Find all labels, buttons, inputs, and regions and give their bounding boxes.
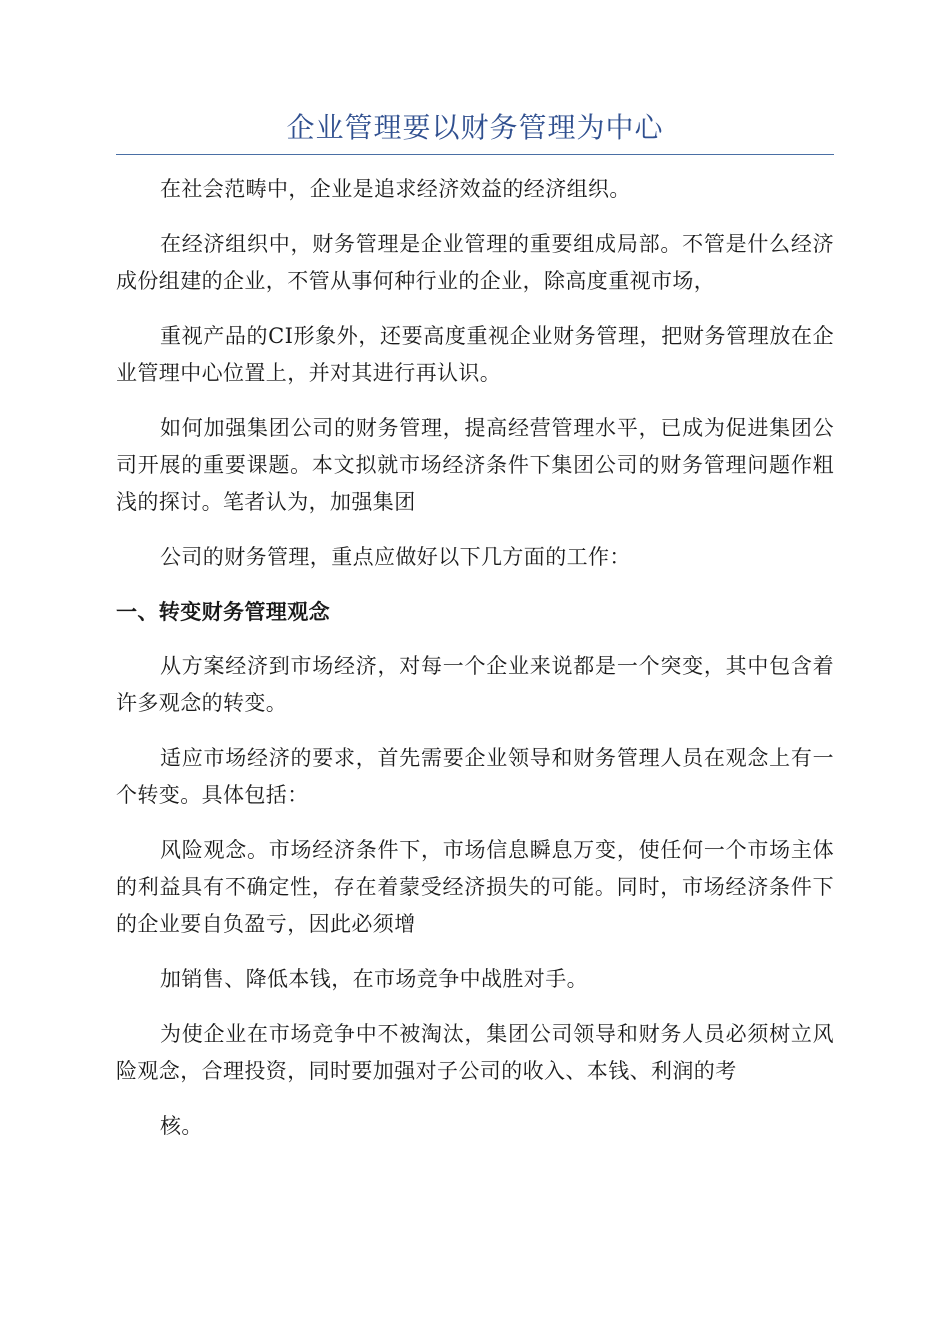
paragraph-4: 如何加强集团公司的财务管理，提高经营管理水平，已成为促进集团公司开展的重要课题。本文拟就市场经济条件下集团公司的财务管理问题作粗浅的探讨。笔者认为，加强集团 xyxy=(116,416,834,514)
document-page xyxy=(116,108,834,1163)
paragraph-5: 公司的财务管理，重点应做好以下几方面的工作： xyxy=(160,545,631,569)
section-heading: 一、转变财务管理观念 xyxy=(116,600,330,624)
section-paragraph-4: 加销售、降低本钱，在市场竞争中战胜对手。 xyxy=(160,967,588,991)
page-title: 企业管理要以财务管理为中心 xyxy=(286,111,664,144)
section-paragraph-5: 为使企业在市场竞争中不被淘汰，集团公司领导和财务人员必须树立风险观念，合理投资，同时要加强对子公司的收入、本钱、利润的考 xyxy=(116,1022,834,1083)
section-paragraph-2: 适应市场经济的要求，首先需要企业领导和财务管理人员在观念上有一个转变。具体包括： xyxy=(116,746,834,807)
section-paragraph-1: 从方案经济到市场经济，对每一个企业来说都是一个突变，其中包含着许多观念的转变。 xyxy=(116,654,834,715)
paragraph-1: 在社会范畴中，企业是追求经济效益的经济组织。 xyxy=(160,177,631,201)
paragraph-2: 在经济组织中，财务管理是企业管理的重要组成局部。不管是什么经济成份组建的企业，不管从事何种行业的企业，除高度重视市场， xyxy=(116,232,834,293)
title-underline xyxy=(116,154,834,155)
section-paragraph-3: 风险观念。市场经济条件下，市场信息瞬息万变，使任何一个市场主体的利益具有不确定性，存在着蒙受经济损失的可能。同时，市场经济条件下的企业要自负盈亏，因此必须增 xyxy=(116,838,834,936)
paragraph-3: 重视产品的CI形象外，还要高度重视企业财务管理，把财务管理放在企业管理中心位置上，并对其进行再认识。 xyxy=(116,324,834,385)
section-paragraph-6: 核。 xyxy=(160,1114,203,1138)
